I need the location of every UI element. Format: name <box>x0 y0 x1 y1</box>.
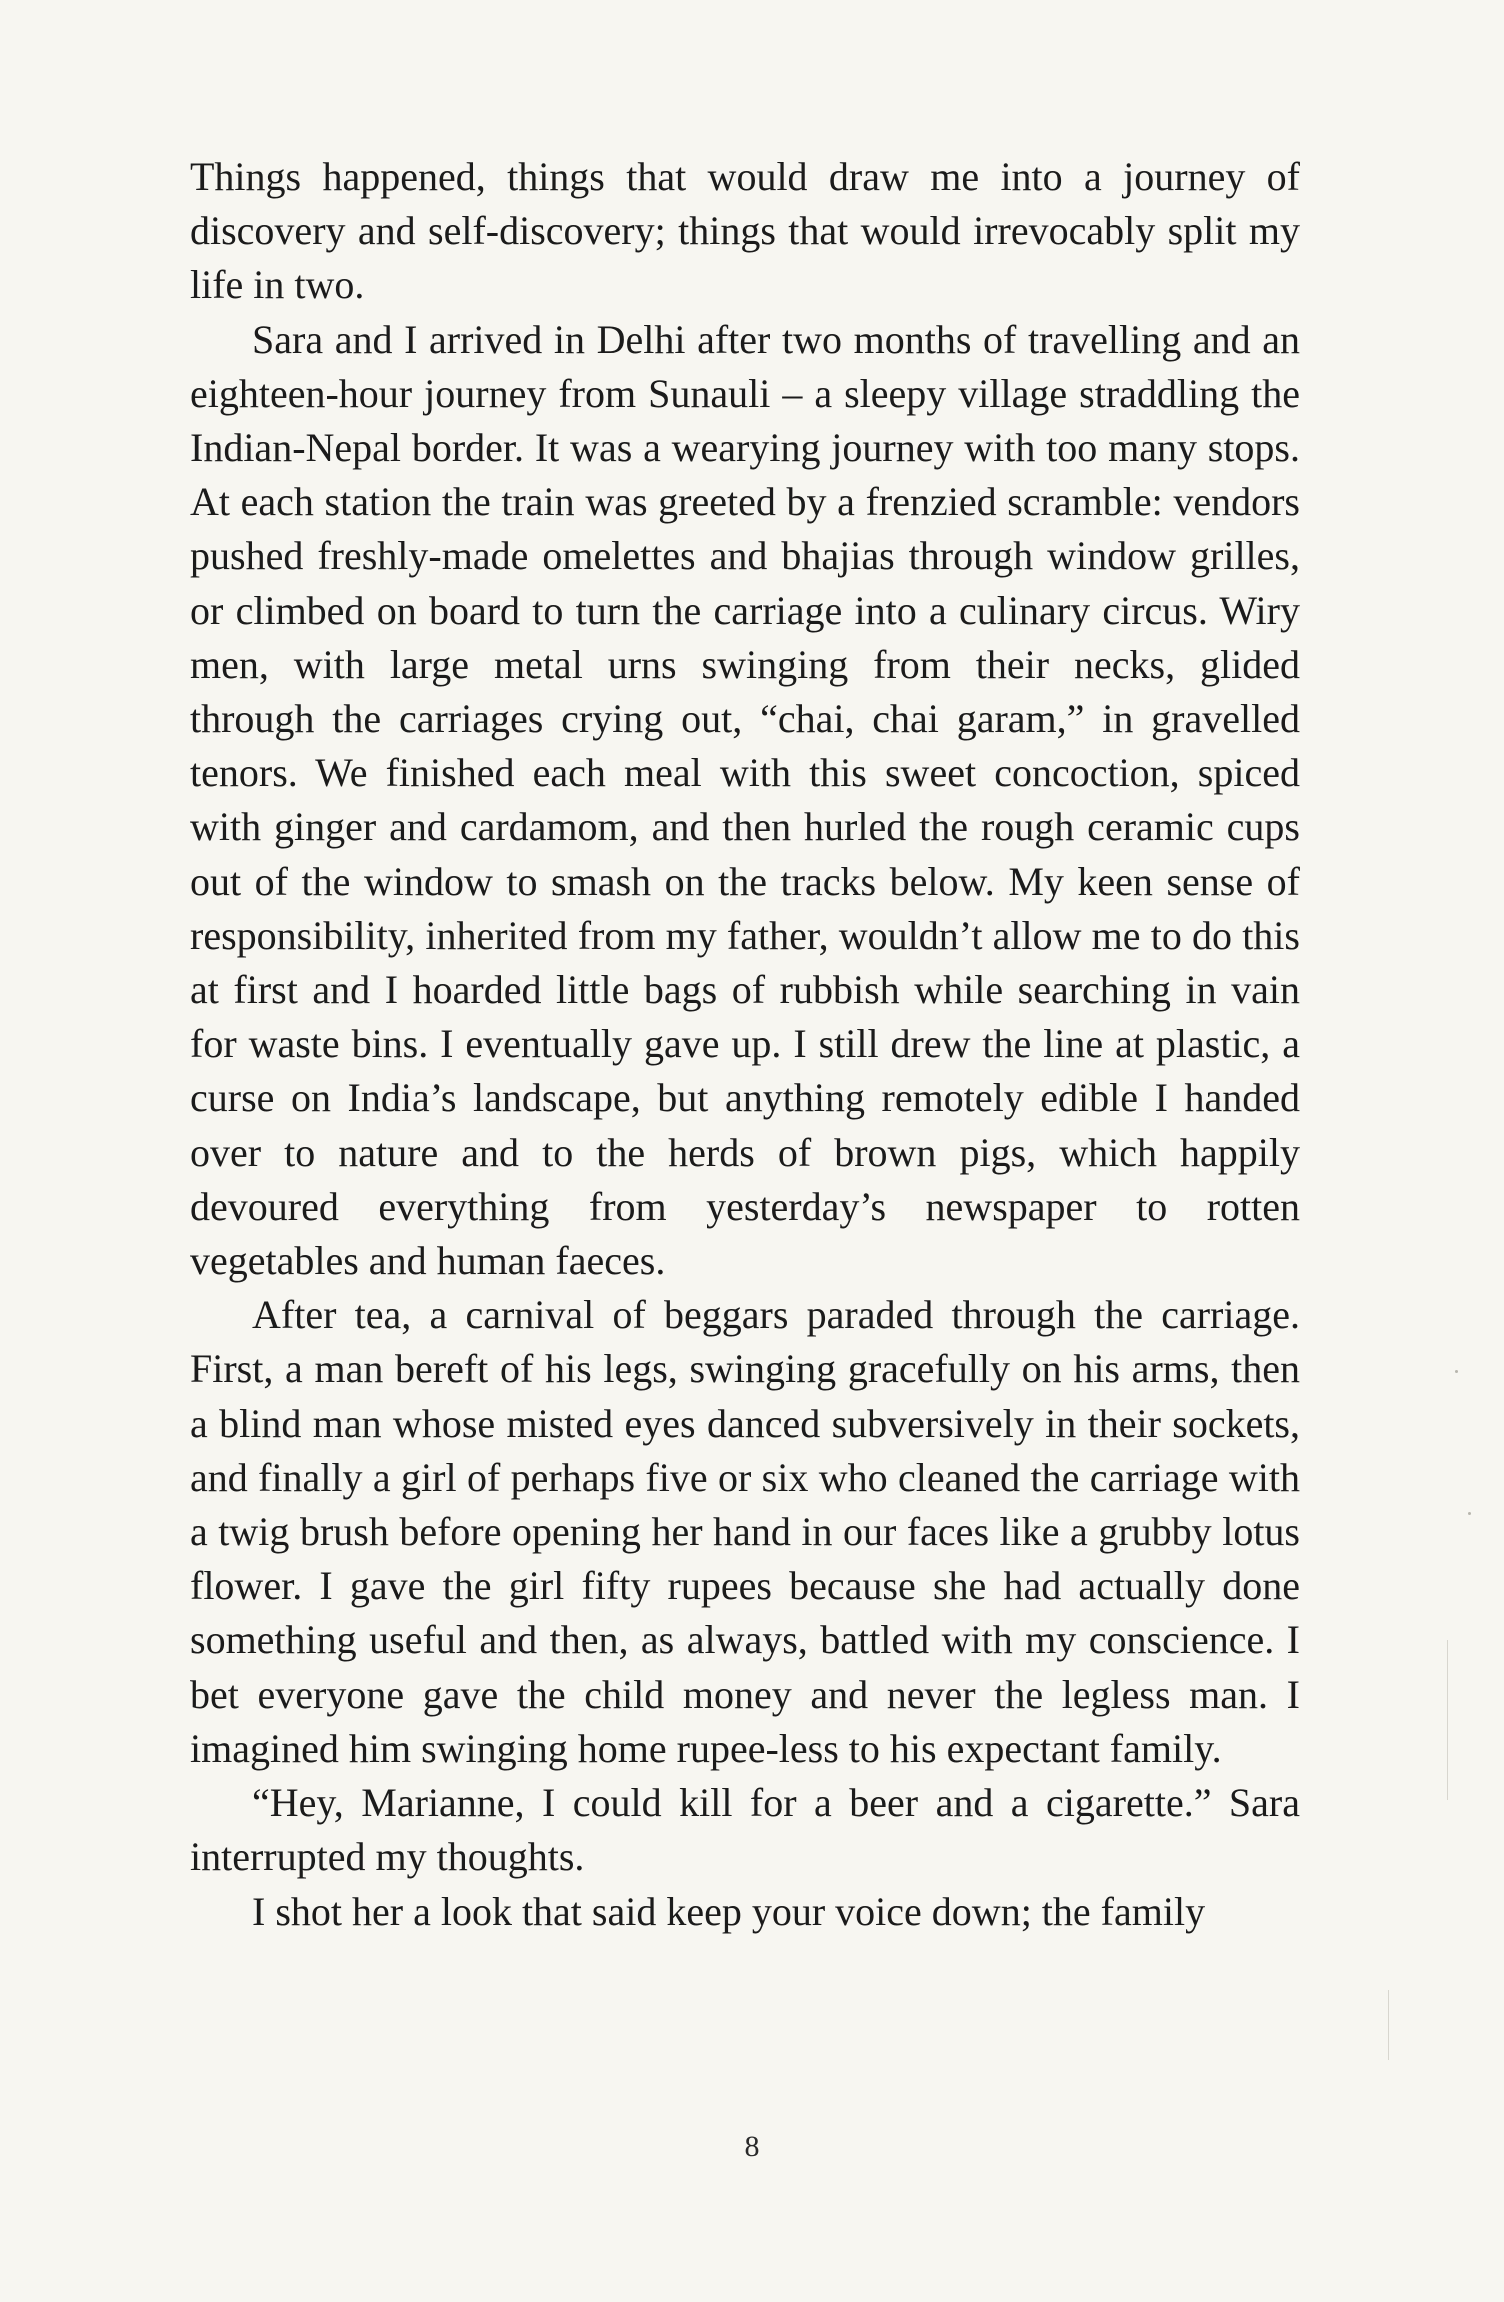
paragraph-2: Sara and I arrived in Delhi after two months of travelling and an eighteen-hour journey from Sunauli – a sleepy village straddling the Indian-Nepal border. It was a wearying journey with too many stops. At each station the train was greeted by a frenzied scramble: vendors pushed freshly-made omelettes and bhajias through window grilles, or climbed on board to turn the carriage into a culinary circus. Wiry men, with large metal urns swinging from their necks, glided through the carriages crying out, “chai, chai garam,” in gravelled tenors. We finished each meal with this sweet concoction, spiced with ginger and cardamom, and then hurled the rough ceramic cups out of the window to smash on the tracks below. My keen sense of responsibility, inherited from my father, wouldn’t allow me to do this at first and I hoarded little bags of rubbish while searching in vain for waste bins. I eventually gave up. I still drew the line at plastic, a curse on India’s landscape, but anything remotely edible I handed over to nature and to the herds of brown pigs, which happily devoured everything from yesterday’s newspaper to rotten vegetables and human faeces. <box>190 316 1300 1284</box>
scan-line <box>1388 1990 1389 2060</box>
scan-speck <box>1468 1512 1471 1515</box>
paragraph-4: “Hey, Marianne, I could kill for a beer and a cigarette.” Sara interrupted my thoughts. <box>190 1780 1300 1880</box>
page-number: 8 <box>744 2130 760 2163</box>
paragraph-5: I shot her a look that said keep your voice down; the family <box>252 1888 1206 1934</box>
body-text <box>190 150 1300 1939</box>
paragraph-3: After tea, a carnival of beggars paraded through the carriage. First, a man bereft of his legs, swinging gracefully on his arms, then a blind man whose misted eyes danced subversively in their sockets, and finally a girl of perhaps five or six who cleaned the carriage with a twig brush before opening her hand in our faces like a grubby lotus flower. I gave the girl fifty rupees because she had actually done something useful and then, as always, battled with my conscience. I bet everyone gave the child money and never the legless man. I imagined him swinging home rupee-less to his expectant family. <box>190 1292 1300 1771</box>
scan-speck <box>1455 1370 1458 1373</box>
scan-line <box>1447 1640 1448 1800</box>
paragraph-1: Things happened, things that would draw me into a journey of discovery and self-discovery; things that would irrevocably split my life in two. <box>190 154 1300 308</box>
